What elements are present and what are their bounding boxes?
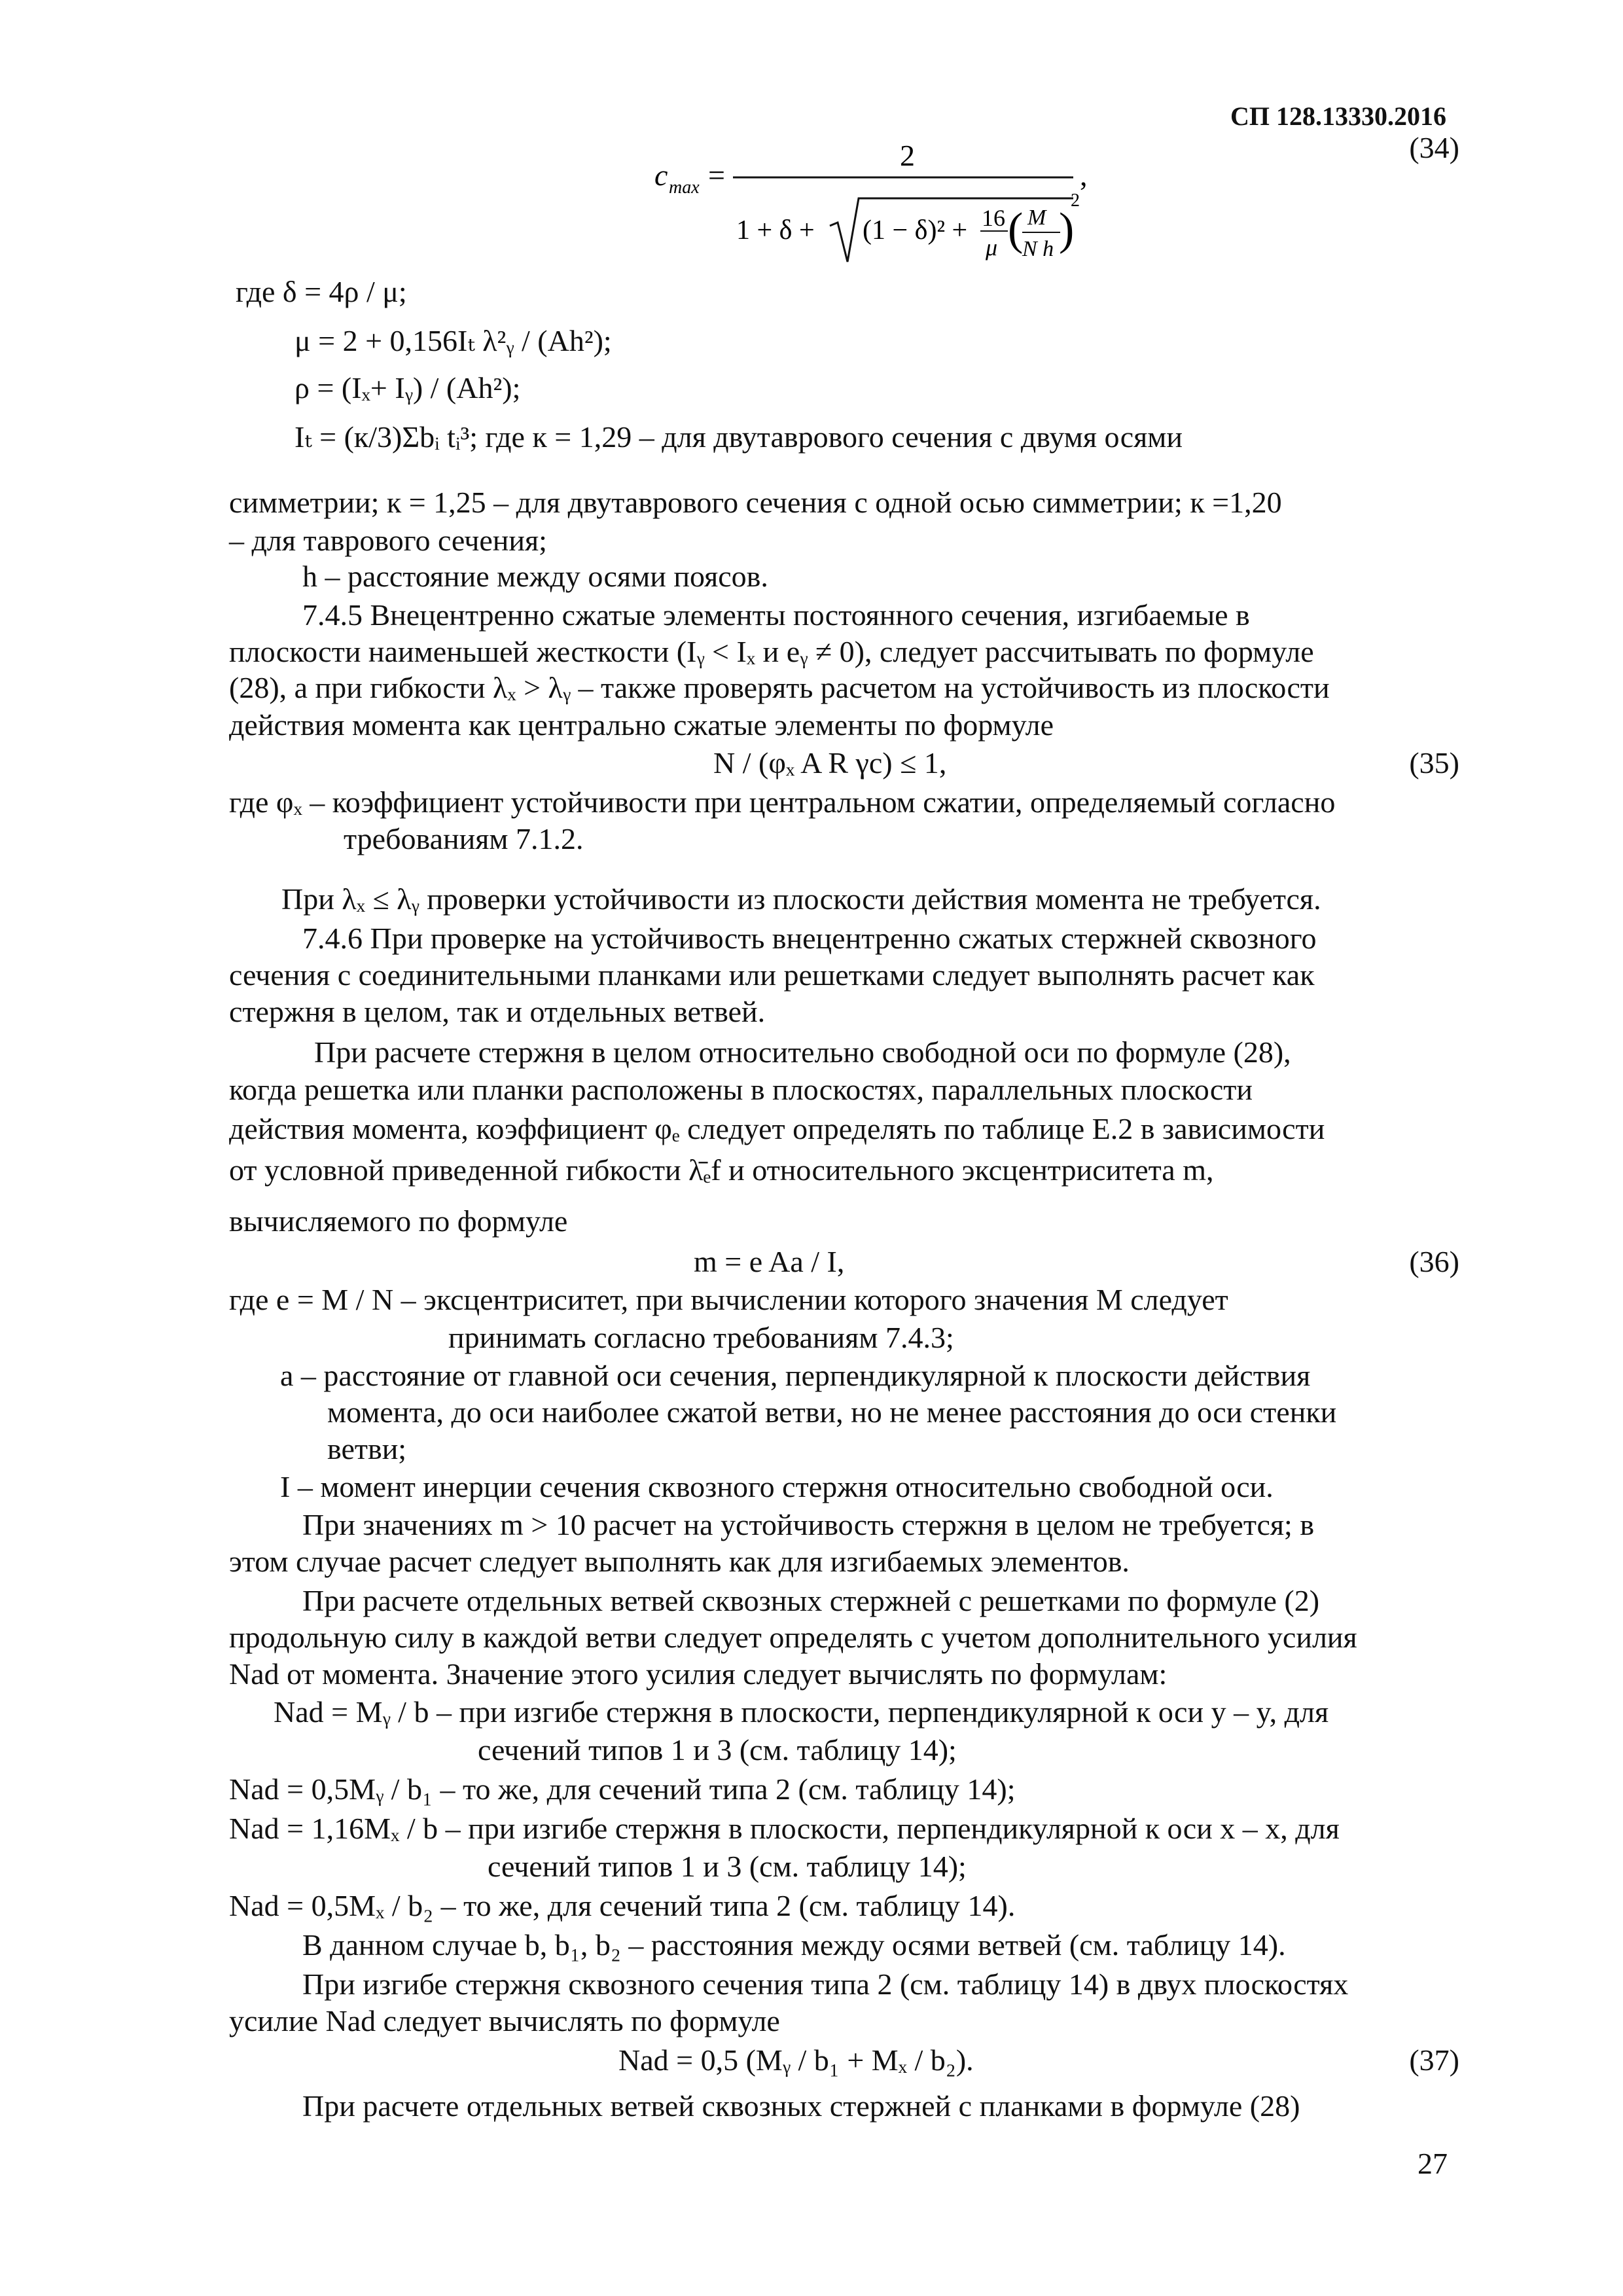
where-rho: ρ = (Iₓ+ Iᵧ) / (Ah²); bbox=[294, 371, 521, 404]
where35-line-2: требованиям 7.1.2. bbox=[344, 822, 584, 855]
where36-line-1: где e = M / N – эксцентриситет, при вычислении которого значения M следует bbox=[229, 1283, 1228, 1316]
formula-35-number: (35) bbox=[1409, 746, 1459, 780]
frac-mx: M bbox=[1027, 206, 1046, 230]
formula-37: Nad = 0,5 (Mᵧ / b₁ + Mₓ / b₂). bbox=[618, 2043, 974, 2077]
nad-formula-4: Nad = 0,5Mₓ / b₂ – то же, для сечений типа 2 (см. таблицу 14). bbox=[229, 1889, 1016, 1922]
nad-formula-1: Nad = Mᵧ / b – при изгибе стержня в плоскости, перпендикулярной к оси y – y, для bbox=[274, 1695, 1329, 1729]
denominator-left: 1 + δ + bbox=[736, 215, 815, 245]
square-exp: 2 bbox=[1071, 190, 1080, 211]
p746-line-2: сечения с соединительными планками или решетками следует выполнять расчет как bbox=[229, 958, 1315, 992]
where36-line-5: ветви; bbox=[327, 1432, 407, 1465]
branches-line-1: При расчете отдельных ветвей сквозных стержней с решетками по формуле (2) bbox=[302, 1584, 1320, 1617]
calc-line-1: При расчете стержня в целом относительно свободной оси по формуле (28), bbox=[314, 1035, 1291, 1069]
where-it: Iₜ = (к/3)Σbᵢ tᵢ³; где к = 1,29 – для двутаврового сечения с двумя осями bbox=[294, 420, 1183, 454]
two-planes-line-2: усилие Nad следует вычислять по формуле bbox=[229, 2004, 780, 2037]
calc-line-5: вычисляемого по формуле bbox=[229, 1204, 568, 1238]
denominator-radicand-a: (1 − δ)² + bbox=[863, 215, 968, 245]
p745-line-1: 7.4.5 Внецентренно сжатые элементы постоянного сечения, изгибаемые в bbox=[302, 598, 1250, 632]
p745-line-4: действия момента как центрально сжатые элементы по формуле bbox=[229, 708, 1054, 742]
m10-line-1: При значениях m > 10 расчет на устойчивость стержня в целом не требуется; в bbox=[302, 1508, 1315, 1541]
where-tee: – для таврового сечения; bbox=[229, 524, 547, 557]
formula-34 bbox=[654, 128, 1178, 278]
m10-line-2: этом случае расчет следует выполнять как для изгибаемых элементов. bbox=[229, 1545, 1130, 1578]
lambda-paragraph: При λₓ ≤ λᵧ проверки устойчивости из плоскости действия момента не требуется. bbox=[281, 882, 1321, 916]
calc-line-4: от условной приведенной гибкости λ̄ₑf и относительного эксцентриситета m, bbox=[229, 1153, 1214, 1187]
p746-line-1: 7.4.6 При проверке на устойчивость внецентренно сжатых стержней сквозного bbox=[302, 922, 1317, 955]
where-symmetry: симметрии; к = 1,25 – для двутаврового сечения с одной осью симметрии; к =1,20 bbox=[229, 486, 1282, 519]
formula-34-lhs-sub: max bbox=[669, 177, 700, 198]
formula-34-graphic bbox=[654, 128, 1178, 278]
formula-34-number: (34) bbox=[1409, 131, 1459, 164]
formula-35: N / (φₓ A R γc) ≤ 1, bbox=[713, 746, 947, 780]
frac-nh: N h bbox=[1022, 237, 1054, 261]
nad-formula-3: Nad = 1,16Mₓ / b – при изгибе стержня в плоскости, перпендикулярной к оси x – x, для bbox=[229, 1812, 1340, 1845]
document-code: СП 128.13330.2016 bbox=[1230, 101, 1446, 131]
branches-line-2: продольную силу в каждой ветви следует определять с учетом дополнительного усилия bbox=[229, 1621, 1357, 1654]
formula-36: m = e Aa / I, bbox=[694, 1245, 845, 1278]
formula-34-lhs: c bbox=[654, 158, 668, 192]
page-number: 27 bbox=[1418, 2147, 1448, 2180]
branches-line-3: Nad от момента. Значение этого усилия следует вычислять по формулам: bbox=[229, 1657, 1168, 1691]
frac16-num: 16 bbox=[982, 205, 1005, 231]
where36-line-6: I – момент инерции сечения сквозного стержня относительно свободной оси. bbox=[280, 1470, 1274, 1503]
paren-left: ( bbox=[1008, 204, 1024, 255]
where-mu: μ = 2 + 0,156Iₜ λ²ᵧ / (Ah²); bbox=[294, 324, 612, 357]
calc-line-2: когда решетка или планки расположены в плоскостях, параллельных плоскости bbox=[229, 1073, 1253, 1106]
p745-line-2: плоскости наименьшей жесткости (Iᵧ < Iₓ и eᵧ ≠ 0), следует рассчитывать по формуле bbox=[229, 635, 1314, 668]
paren-right: ) bbox=[1059, 204, 1075, 255]
where36-line-2: принимать согласно требованиям 7.4.3; bbox=[448, 1321, 954, 1354]
nad-formula-1-cont: сечений типов 1 и 3 (см. таблицу 14); bbox=[478, 1733, 957, 1767]
p746-line-3: стержня в целом, так и отдельных ветвей. bbox=[229, 995, 766, 1028]
last-paragraph: При расчете отдельных ветвей сквозных стержней с планками в формуле (28) bbox=[302, 2089, 1300, 2123]
p745-line-3: (28), а при гибкости λₓ > λᵧ – также проверять расчетом на устойчивость из плоскости bbox=[229, 671, 1330, 704]
where-h: h – расстояние между осями поясов. bbox=[302, 560, 768, 593]
where36-line-3: a – расстояние от главной оси сечения, перпендикулярной к плоскости действия bbox=[280, 1359, 1311, 1392]
where36-line-4: момента, до оси наиболее сжатой ветви, но не менее расстояния до оси стенки bbox=[327, 1395, 1337, 1429]
distances-paragraph: В данном случае b, b₁, b₂ – расстояния между осями ветвей (см. таблицу 14). bbox=[302, 1928, 1286, 1962]
frac16-den: μ bbox=[986, 234, 998, 260]
two-planes-line-1: При изгибе стержня сквозного сечения типа 2 (см. таблицу 14) в двух плоскостях bbox=[302, 1967, 1349, 2001]
formula-34-trail: , bbox=[1080, 158, 1088, 192]
nad-formula-2: Nad = 0,5Mᵧ / b₁ – то же, для сечений типа 2 (см. таблицу 14); bbox=[229, 1772, 1016, 1806]
nad-formula-3-cont: сечений типов 1 и 3 (см. таблицу 14); bbox=[488, 1850, 967, 1883]
calc-line-3: действия момента, коэффициент φₑ следует определять по таблице Е.2 в зависимости bbox=[229, 1112, 1325, 1145]
formula-34-numerator: 2 bbox=[900, 139, 915, 172]
formula-34-eq: = bbox=[708, 158, 725, 192]
where-delta: где δ = 4ρ / μ; bbox=[236, 275, 407, 308]
where35-line-1: где φₓ – коэффициент устойчивости при центральном сжатии, определяемый согласно bbox=[229, 785, 1336, 819]
formula-36-number: (36) bbox=[1409, 1245, 1459, 1278]
formula-37-number: (37) bbox=[1409, 2043, 1459, 2077]
